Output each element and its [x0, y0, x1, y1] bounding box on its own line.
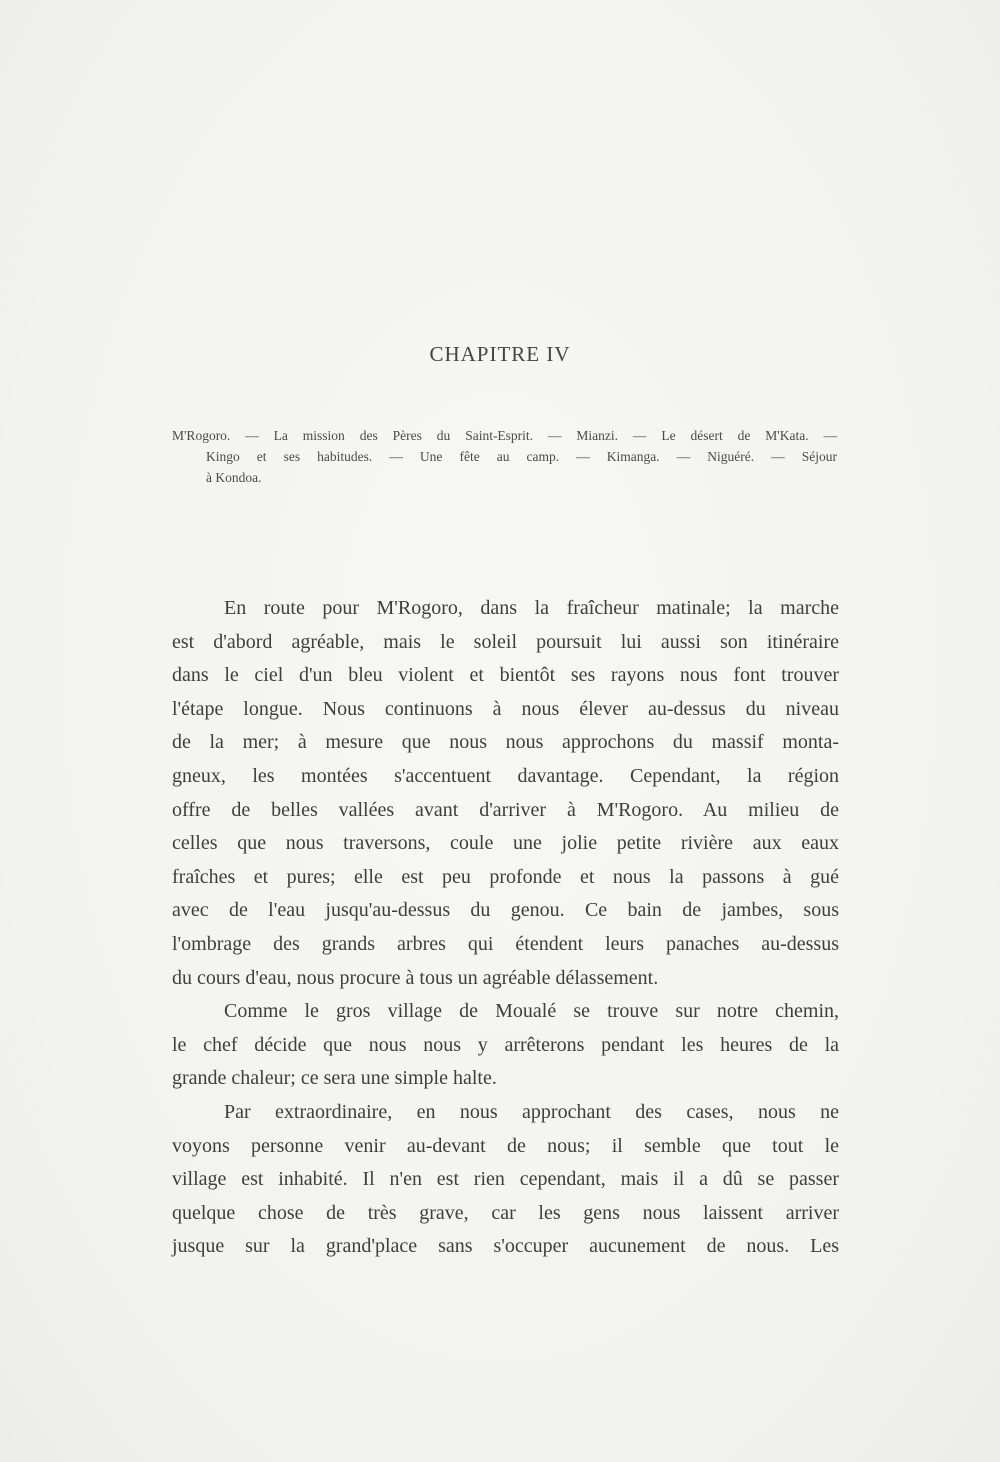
text-line: le chef décide que nous nous y arrêterons pendant les heures de la: [172, 1033, 839, 1056]
text-line: l'ombrage des grands arbres qui étendent leurs panaches au-dessus: [172, 932, 839, 955]
chapter-title: CHAPITRE IV: [429, 342, 571, 366]
text-line: dans le ciel d'un bleu violent et bientôt ses rayons nous font trouver: [172, 664, 839, 687]
summary-line: M'Rogoro. — La mission des Pères du Saint-Esprit. — Mianzi. — Le désert de M'Kata. —: [172, 428, 837, 443]
text-line: quelque chose de très grave, car les gens nous laissent arriver: [172, 1201, 839, 1224]
text-line: grande chaleur; ce sera une simple halte.: [172, 1067, 497, 1090]
text-line: gneux, les montées s'accentuent davantage. Cependant, la région: [172, 764, 839, 787]
summary-line: Kingo et ses habitudes. — Une fête au camp. — Kimanga. — Niguéré. — Séjour: [206, 449, 837, 464]
text-line: voyons personne venir au-devant de nous; il semble que tout le: [172, 1134, 839, 1157]
text-line: En route pour M'Rogoro, dans la fraîcheur matinale; la marche: [224, 597, 839, 619]
text-line: Comme le gros village de Moualé se trouve sur notre chemin,: [224, 1000, 839, 1023]
text-line: avec de l'eau jusqu'au-dessus du genou. Ce bain de jambes, sous: [172, 899, 839, 922]
text-line: jusque sur la grand'place sans s'occuper aucunement de nous. Les: [172, 1235, 839, 1258]
summary-line: à Kondoa.: [206, 470, 262, 485]
text-line: l'étape longue. Nous continuons à nous élever au-dessus du niveau: [172, 697, 839, 720]
text-line: offre de belles vallées avant d'arriver à M'Rogoro. Au milieu de: [172, 798, 839, 821]
text-line: fraîches et pures; elle est peu profonde et nous la passons à gué: [172, 865, 839, 888]
text-line: Par extraordinaire, en nous approchant des cases, nous ne: [224, 1100, 839, 1123]
text-line: de la mer; à mesure que nous nous approchons du massif monta-: [172, 731, 839, 754]
text-line: celles que nous traversons, coule une jolie petite rivière aux eaux: [172, 832, 839, 855]
body-text: [172, 592, 839, 1264]
text-line: est d'abord agréable, mais le soleil poursuit lui aussi son itinéraire: [172, 630, 839, 653]
text-line: du cours d'eau, nous procure à tous un agréable délassement.: [172, 966, 659, 989]
text-line: village est inhabité. Il n'en est rien cependant, mais il a dû se passer: [172, 1168, 839, 1191]
chapter-summary: [172, 425, 837, 488]
